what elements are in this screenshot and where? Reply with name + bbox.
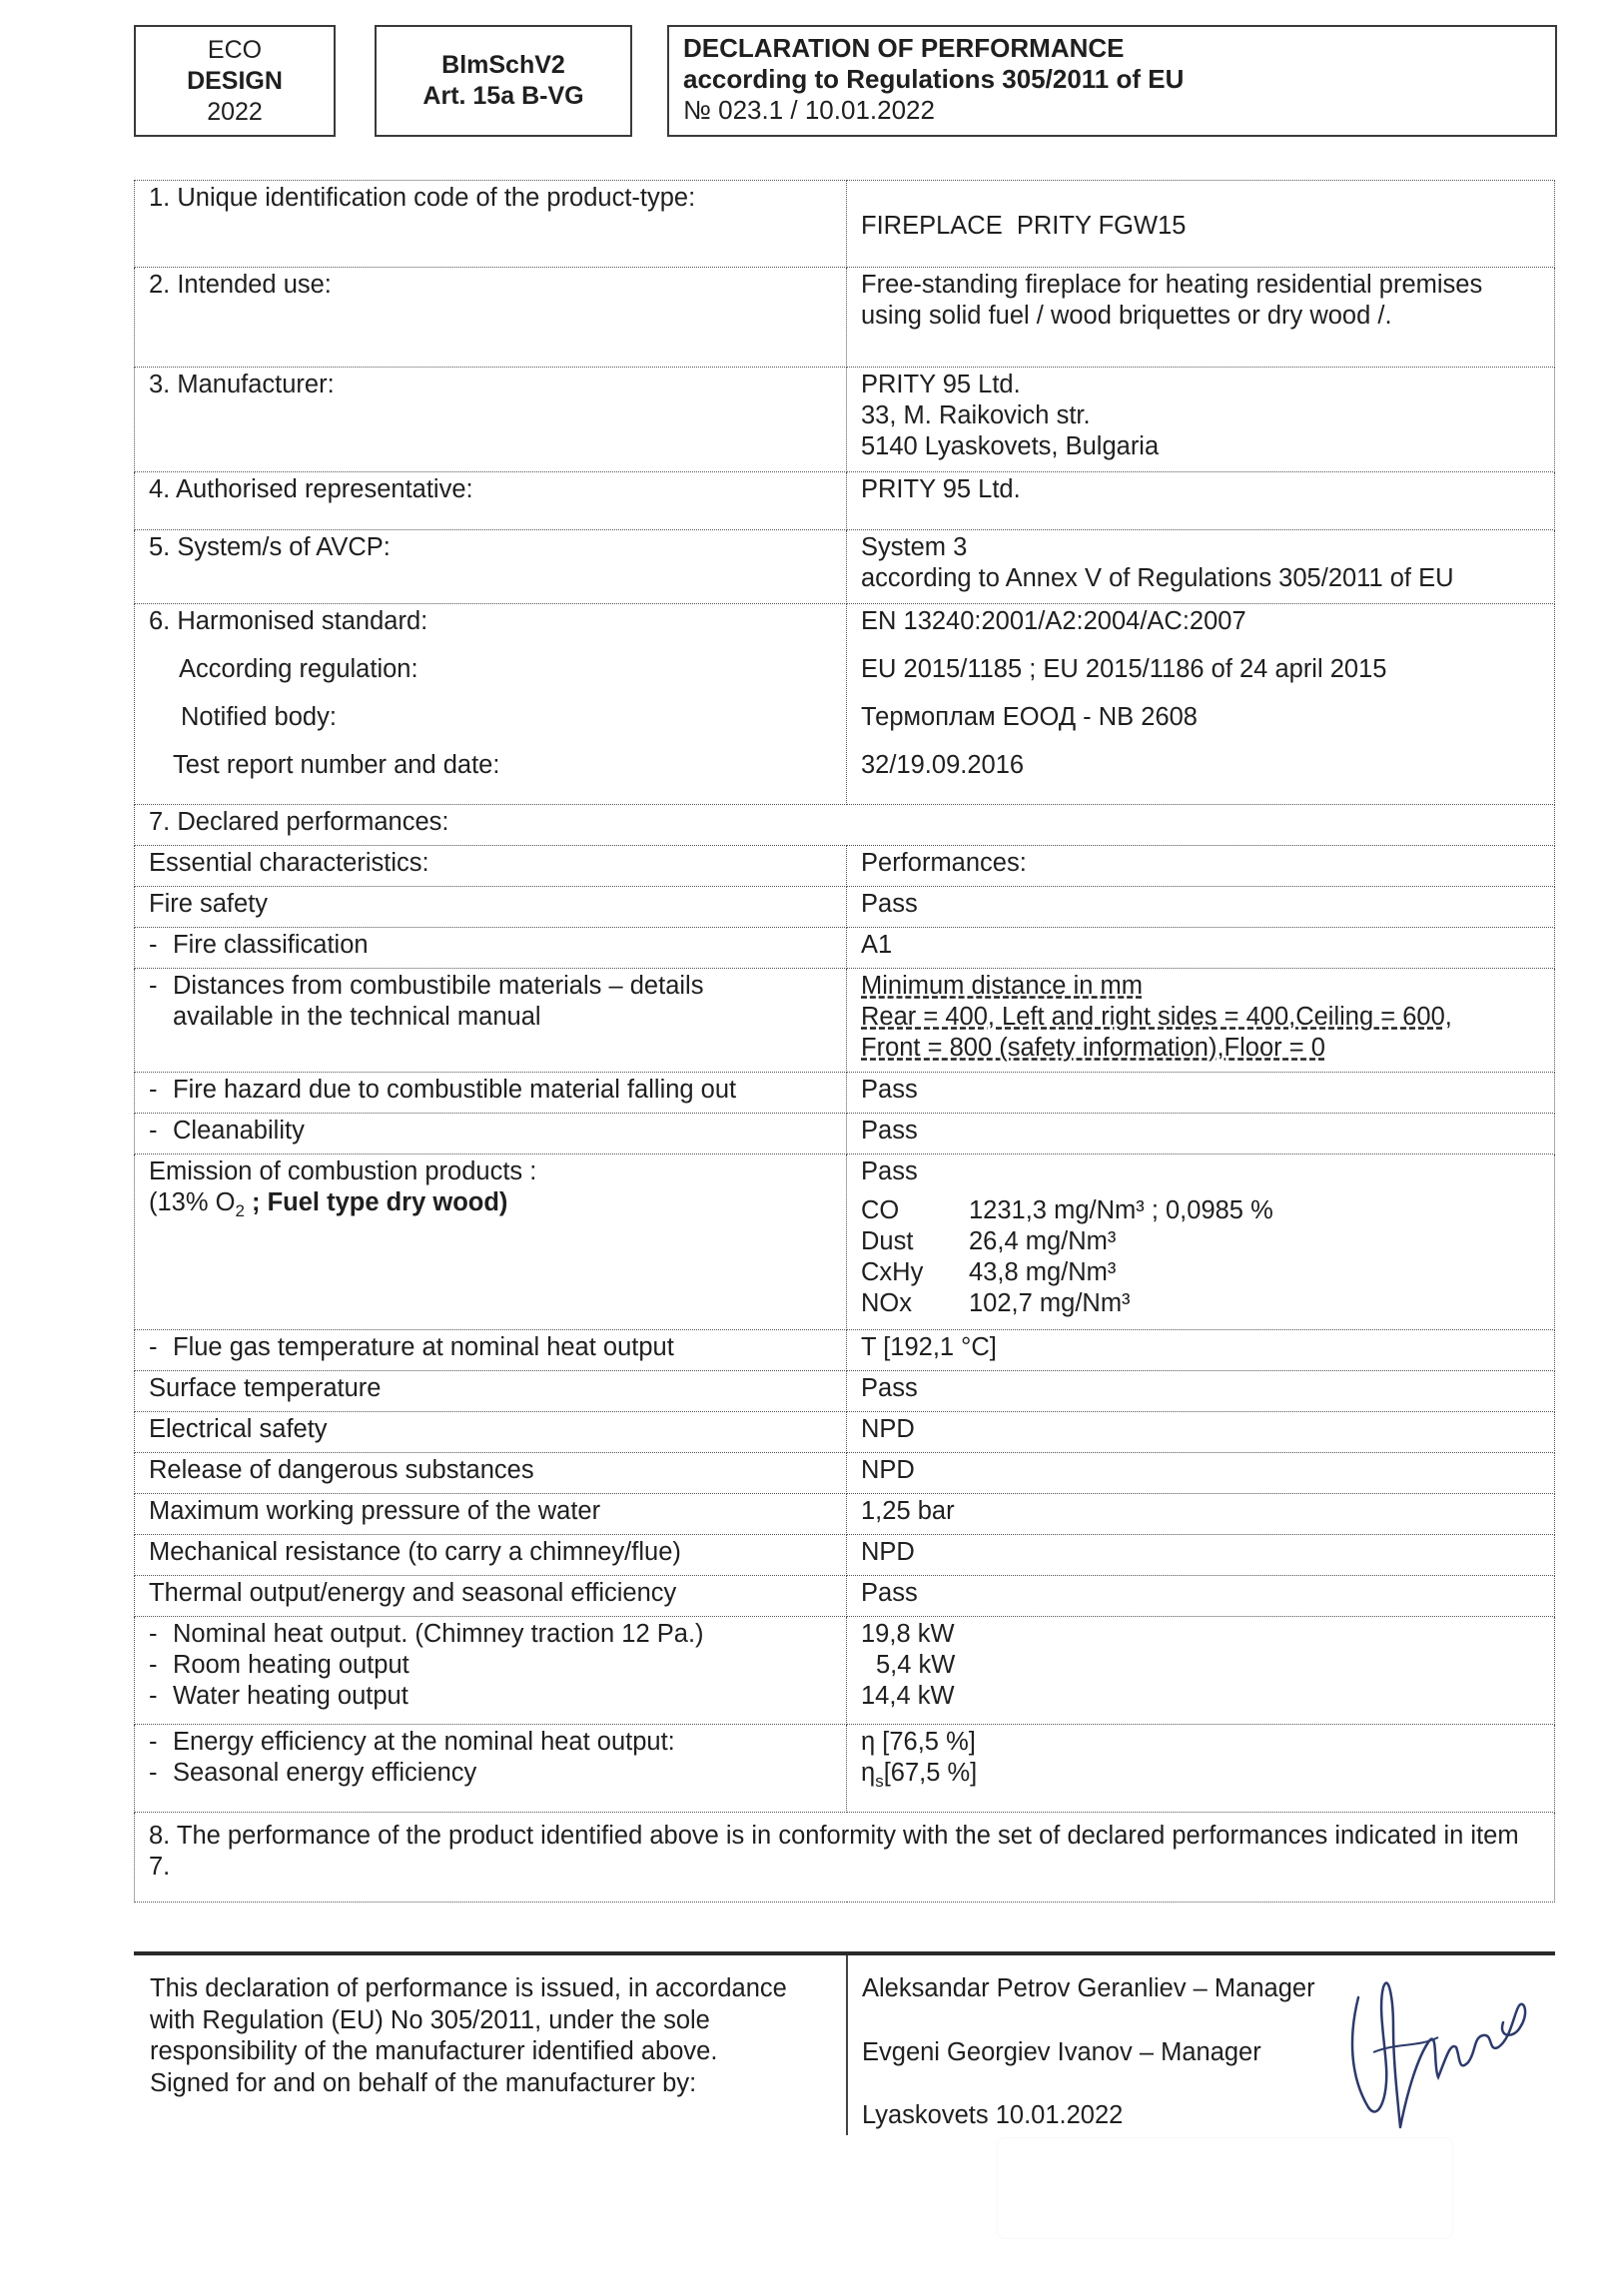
r4-value: PRITY 95 Ltd.	[847, 472, 1555, 530]
table-row	[135, 805, 1555, 846]
eta-symbol: η	[861, 1759, 876, 1787]
r7-label: 7. Declared performances:	[135, 805, 1555, 846]
emission-values	[861, 1195, 1540, 1319]
notified-body-label: Notified body:	[181, 703, 337, 731]
nox-value: 102,7 mg/Nm³	[969, 1289, 1131, 1317]
energy-efficiency-value: η [76,5 %]	[861, 1728, 976, 1756]
manufacturer-city: 5140 Lyaskovets, Bulgaria	[861, 432, 1160, 460]
footer-left	[150, 1973, 829, 2099]
eco-line3: 2022	[207, 97, 263, 126]
eco-line1: ECO	[207, 35, 263, 64]
r3-label: 3. Manufacturer:	[135, 368, 847, 472]
r1-label: 1. Unique identification code of the product-type:	[135, 181, 847, 268]
efficiency-cell: - Energy efficiency at the nominal heat output: - Seasonal energy efficiency	[135, 1725, 847, 1813]
faded-stamp	[997, 2137, 1453, 2239]
table-row	[135, 846, 1555, 887]
eta-sub: s	[875, 1772, 884, 1792]
table-row	[135, 1412, 1555, 1453]
emission-label: Emission of combustion products :	[149, 1157, 537, 1185]
flue-value: T [192,1 °C]	[847, 1330, 1555, 1371]
table-row	[135, 1576, 1555, 1617]
nominal-output-label: Nominal heat output. (Chimney traction 12 Pa.)	[173, 1620, 704, 1648]
water-output-value: 14,4 kW	[861, 1682, 955, 1710]
r4-label: 4. Authorised representative:	[135, 472, 847, 530]
table-row	[135, 472, 1555, 530]
pressure-value: 1,25 bar	[847, 1494, 1555, 1535]
table-row	[135, 969, 1555, 1073]
room-output-value: 5,4 kW	[876, 1651, 956, 1679]
notified-body-value: Термоплам ЕООД - NB 2608	[861, 703, 1198, 731]
fire-safety-label: Fire safety	[135, 887, 847, 928]
declaration-title-box	[667, 25, 1557, 137]
fire-hazard-value: Pass	[847, 1073, 1555, 1114]
thermal-label: Thermal output/energy and seasonal efficiency	[135, 1576, 847, 1617]
water-output-label: Water heating output	[173, 1682, 408, 1710]
fire-hazard-label: Fire hazard due to combustible material falling out	[173, 1076, 737, 1104]
table-row	[135, 604, 1555, 805]
table-row	[135, 1073, 1555, 1114]
test-report-label: Test report number and date:	[173, 751, 500, 779]
cleanability-label: Cleanability	[173, 1117, 305, 1145]
fire-class-label: Fire classification	[173, 931, 369, 959]
distances-label-1: Distances from combustibile materials – details	[173, 972, 704, 1000]
harmonised-label: 6. Harmonised standard:	[149, 607, 428, 635]
table-row	[135, 1813, 1555, 1903]
cleanability-value: Pass	[847, 1114, 1555, 1154]
table-row	[135, 530, 1555, 604]
distances-value	[847, 969, 1555, 1073]
table-row	[135, 1114, 1555, 1154]
essential-label: Essential characteristics:	[135, 846, 847, 887]
declaration-number: № 023.1 / 10.01.2022	[683, 95, 935, 125]
seasonal-efficiency-label: Seasonal energy efficiency	[173, 1759, 477, 1787]
avcp-system: System 3	[861, 533, 968, 561]
emission-o2-sub: 2	[235, 1201, 245, 1221]
performances-label: Performances:	[847, 846, 1555, 887]
mechanical-value: NPD	[847, 1535, 1555, 1576]
thermal-value: Pass	[847, 1576, 1555, 1617]
r1-value	[847, 181, 1555, 268]
conformity-statement: 8. The performance of the product identified above is in conformity with the set of declared performances indicated in item 7.	[135, 1813, 1555, 1903]
harmonised-value: EN 13240:2001/A2:2004/AC:2007	[861, 607, 1246, 635]
regulation-label: According regulation:	[179, 655, 418, 683]
footer-divider	[134, 1951, 1555, 1955]
table-row	[135, 887, 1555, 928]
distances-title: Minimum distance in mm	[861, 972, 1143, 1000]
table-row	[135, 1371, 1555, 1412]
blm-line2: Art. 15a B-VG	[422, 82, 584, 110]
efficiency-value	[847, 1725, 1555, 1813]
test-report-value: 32/19.09.2016	[861, 751, 1025, 779]
surface-label: Surface temperature	[135, 1371, 847, 1412]
flue-label: Flue gas temperature at nominal heat output	[173, 1333, 674, 1361]
regulation-value: EU 2015/1185 ; EU 2015/1186 of 24 april 2015	[861, 655, 1387, 683]
r5-value	[847, 530, 1555, 604]
declaration-table	[134, 180, 1555, 1903]
release-value: NPD	[847, 1453, 1555, 1494]
manufacturer-street: 33, M. Raikovich str.	[861, 401, 1091, 429]
table-row	[135, 1535, 1555, 1576]
manufacturer-name: PRITY 95 Ltd.	[861, 371, 1021, 398]
r6-label	[135, 604, 847, 805]
emission-conditions	[149, 1187, 832, 1226]
seasonal-efficiency-value	[861, 1758, 1540, 1797]
fire-hazard-cell: - Fire hazard due to combustible material falling out	[135, 1073, 847, 1114]
handwritten-signature	[1338, 1957, 1538, 2147]
declaration-title: DECLARATION OF PERFORMANCE	[683, 33, 1125, 63]
blmschv2-box	[375, 25, 632, 137]
cleanability-cell: - Cleanability	[135, 1114, 847, 1154]
emission-cell	[135, 1154, 847, 1330]
co-name: CO	[861, 1196, 900, 1224]
table-row	[135, 1330, 1555, 1371]
distances-line-1: Rear = 400, Left and right sides = 400,Ceiling = 600,	[861, 1003, 1452, 1031]
outputs-cell: - Nominal heat output. (Chimney traction 12 Pa.) - Room heating output - Water heating output	[135, 1617, 847, 1725]
room-output-label: Room heating output	[173, 1651, 409, 1679]
table-row	[135, 1494, 1555, 1535]
co-value: 1231,3 mg/Nm³ ; 0,0985 %	[969, 1196, 1273, 1224]
table-row	[135, 1617, 1555, 1725]
place-date: Lyaskovets 10.01.2022	[862, 2101, 1124, 2129]
signer-1: Aleksandar Petrov Geranliev – Manager	[862, 1974, 1315, 2002]
electrical-label: Electrical safety	[135, 1412, 847, 1453]
r6-value	[847, 604, 1555, 805]
r5-label: 5. System/s of AVCP:	[135, 530, 847, 604]
emission-pass: Pass	[861, 1157, 918, 1185]
distances-label-2: available in the technical manual	[173, 1003, 541, 1031]
fire-class-value: A1	[847, 928, 1555, 969]
dust-name: Dust	[861, 1227, 914, 1255]
dust-value: 26,4 mg/Nm³	[969, 1227, 1117, 1255]
r3-value	[847, 368, 1555, 472]
signer-2: Evgeni Georgiev Ivanov – Manager	[862, 2037, 1261, 2066]
emission-value	[847, 1154, 1555, 1330]
avcp-annex: according to Annex V of Regulations 305/2011 of EU	[861, 564, 1454, 592]
declaration-subtitle: according to Regulations 305/2011 of EU	[683, 64, 1185, 94]
fire-class-cell: - Fire classification	[135, 928, 847, 969]
emission-fuel-type: ; Fuel type dry wood)	[244, 1188, 508, 1216]
product-code: FIREPLACE PRITY FGW15	[861, 212, 1187, 240]
nox-name: NOx	[861, 1289, 912, 1317]
r2-value: Free-standing fireplace for heating residential premises using solid fuel / wood briquettes or dry wood /.	[847, 268, 1555, 368]
table-row	[135, 1154, 1555, 1330]
table-row	[135, 1453, 1555, 1494]
emission-o2-text: (13% O	[149, 1188, 236, 1216]
table-row	[135, 181, 1555, 268]
outputs-value	[847, 1617, 1555, 1725]
table-row	[135, 268, 1555, 368]
issuance-statement: This declaration of performance is issued, in accordance with Regulation (EU) No 305/2011, under the sole responsibility of the manufacturer identified above.	[150, 1974, 787, 2065]
r2-label: 2. Intended use:	[135, 268, 847, 368]
seasonal-efficiency-number: [67,5 %]	[883, 1759, 978, 1787]
surface-value: Pass	[847, 1371, 1555, 1412]
blm-line1: BlmSchV2	[441, 51, 565, 79]
distances-line-2: Front = 800 (safety information),Floor = 0	[861, 1034, 1325, 1062]
electrical-value: NPD	[847, 1412, 1555, 1453]
nominal-output-value: 19,8 kW	[861, 1620, 955, 1648]
mechanical-label: Mechanical resistance (to carry a chimney/flue)	[135, 1535, 847, 1576]
release-label: Release of dangerous substances	[135, 1453, 847, 1494]
cxhy-value: 43,8 mg/Nm³	[969, 1258, 1117, 1286]
fire-safety-value: Pass	[847, 887, 1555, 928]
table-row	[135, 368, 1555, 472]
table-row	[135, 1725, 1555, 1813]
table-row	[135, 928, 1555, 969]
eco-line2: DESIGN	[187, 66, 283, 95]
distances-cell: - Distances from combustibile materials – details available in the technical manual	[135, 969, 847, 1073]
flue-cell: - Flue gas temperature at nominal heat output	[135, 1330, 847, 1371]
cxhy-name: CxHy	[861, 1258, 924, 1286]
pressure-label: Maximum working pressure of the water	[135, 1494, 847, 1535]
signed-on-behalf: Signed for and on behalf of the manufacturer by:	[150, 2068, 697, 2097]
eco-design-box	[134, 25, 336, 137]
energy-efficiency-label: Energy efficiency at the nominal heat output:	[173, 1728, 675, 1756]
footer-column-divider	[846, 1955, 848, 2135]
